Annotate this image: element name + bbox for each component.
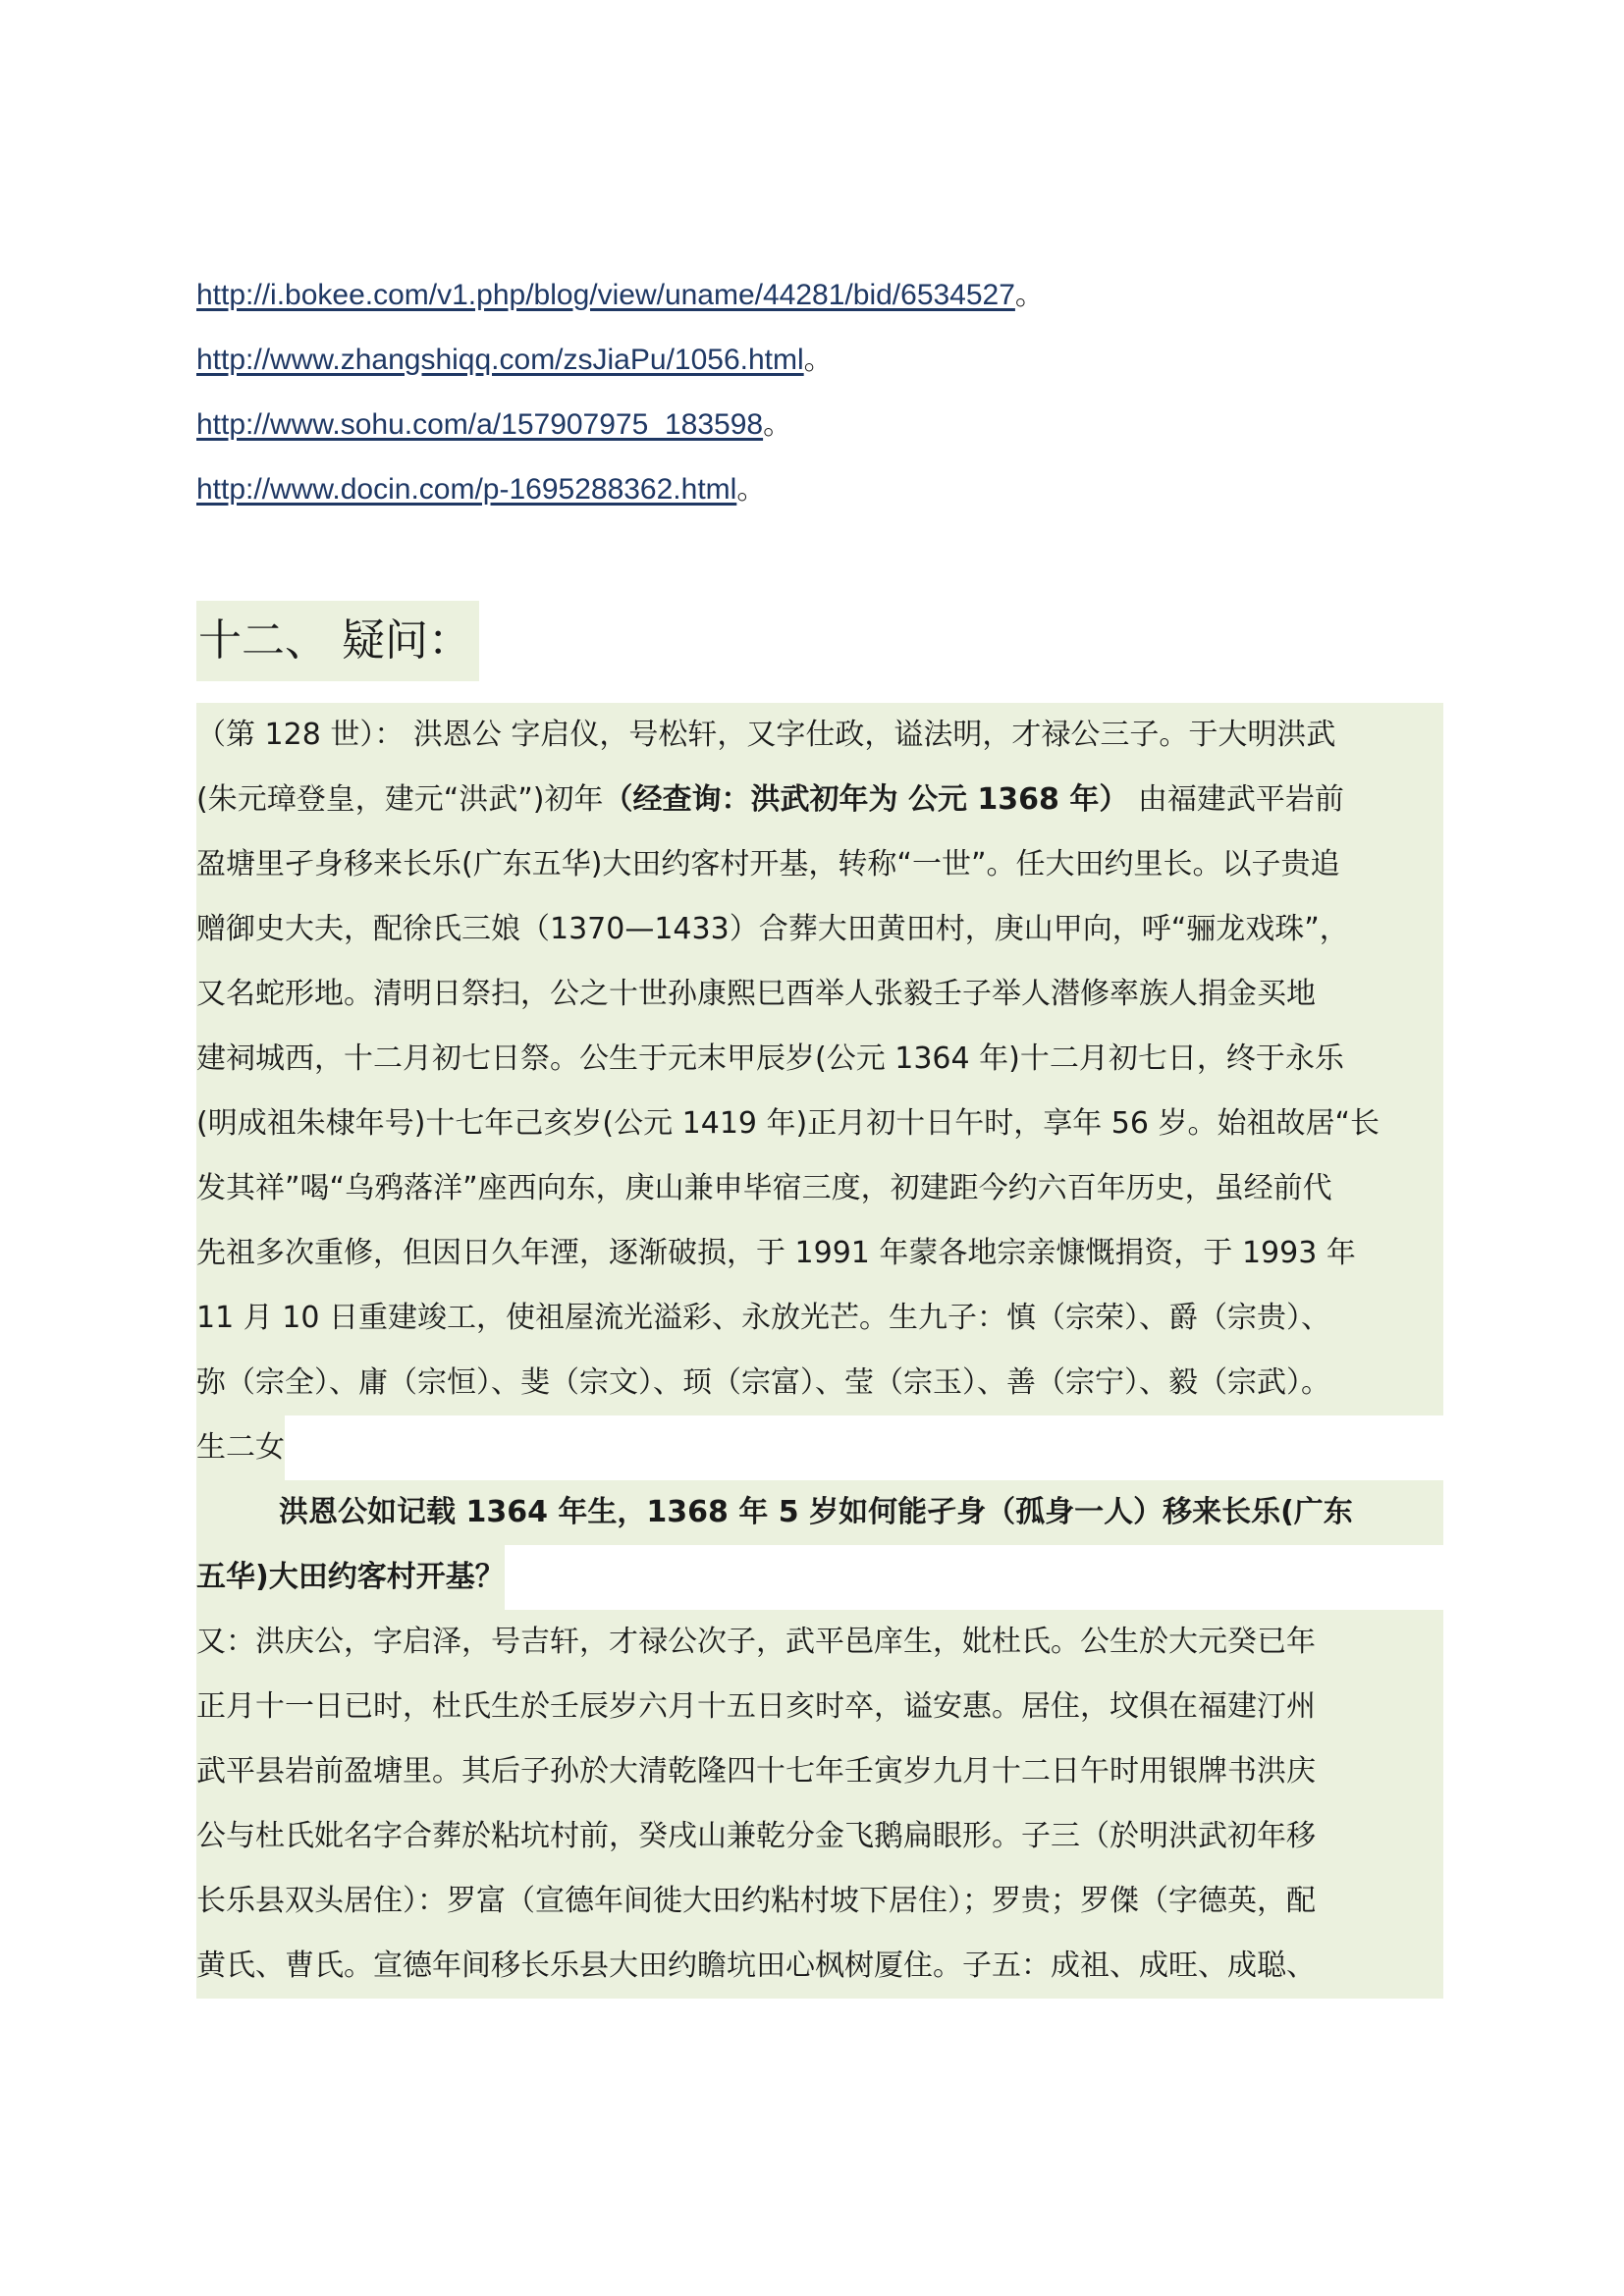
paragraph-line: 生二女 — [196, 1415, 285, 1480]
question-line: 五华)大田约客村开基？ — [196, 1545, 505, 1610]
paragraph-line: （第 128 世）： 洪恩公 字启仪，号松轩，又字仕政，谥法明，才禄公三子。于大明洪武 — [196, 703, 1443, 768]
link-punct: 。 — [1014, 279, 1045, 311]
reference-link-line — [196, 328, 1045, 393]
section-body — [196, 703, 1443, 1999]
paragraph-line: 又：洪庆公，字启泽，号吉轩，才禄公次子，武平邑庠生，妣杜氏。公生於大元癸已年 — [196, 1610, 1443, 1675]
paragraph-line: 11 月 10 日重建竣工，使祖屋流光溢彩、永放光芒。生九子：慎（宗荣）、爵（宗贵）、 — [196, 1286, 1443, 1351]
paragraph-line: 武平县岩前盈塘里。其后子孙於大清乾隆四十七年壬寅岁九月十二日午时用银牌书洪庆 — [196, 1739, 1443, 1804]
paragraph-line: 黄氏、曹氏。宣德年间移长乐县大田约瞻坑田心枫树厦住。子五：成祖、成旺、成聪、 — [196, 1934, 1443, 1999]
paragraph-line: 盈塘里孑身移来长乐(广东五华)大田约客村开基，转称“一世”。任大田约里长。以子贵追 — [196, 832, 1443, 897]
reference-link[interactable]: http://i.bokee.com/v1.php/blog/view/uname/44281/bid/6534527 — [196, 279, 1015, 311]
link-punct: 。 — [736, 473, 767, 506]
paragraph-line: 赠御史大夫，配徐氏三娘（1370—1433）合葬大田黄田村，庚山甲向，呼“骊龙戏珠”， — [196, 897, 1443, 962]
bold-note: （经查询：洪武初年为 公元 1368 年） — [603, 782, 1129, 817]
paragraph-line: 建祠城西，十二月初七日祭。公生于元末甲辰岁(公元 1364 年)十二月初七日，终于永乐 — [196, 1027, 1443, 1092]
reference-link-line — [196, 457, 1045, 522]
link-punct: 。 — [763, 408, 793, 441]
reference-link[interactable]: http://www.zhangshiqq.com/zsJiaPu/1056.html — [196, 344, 804, 376]
section-heading: 十二、 疑问： — [196, 601, 479, 681]
paragraph-text: 由福建武平岩前 — [1137, 782, 1344, 817]
paragraph-line: 正月十一日已时，杜氏生於壬辰岁六月十五日亥时卒，谥安惠。居住，坟俱在福建汀州 — [196, 1675, 1443, 1739]
paragraph-line — [196, 768, 1443, 832]
paragraph-line: 发其祥”喝“乌鸦落洋”座西向东，庚山兼申毕宿三度，初建距今约六百年历史，虽经前代 — [196, 1156, 1443, 1221]
paragraph-line: 弥（宗全）、庸（宗恒）、斐（宗文）、顼（宗富）、莹（宗玉）、善（宗宁）、毅（宗武）。 — [196, 1351, 1443, 1415]
reference-link[interactable]: http://www.docin.com/p-1695288362.html — [196, 473, 737, 506]
question-line: 洪恩公如记载 1364 年生，1368 年 5 岁如何能孑身（孤身一人）移来长乐(广东 — [196, 1480, 1443, 1545]
reference-link-line — [196, 263, 1045, 328]
paragraph-line: 又名蛇形地。清明日祭扫，公之十世孙康熙巳酉举人张毅壬子举人潜修率族人捐金买地 — [196, 962, 1443, 1027]
link-punct: 。 — [803, 344, 834, 376]
paragraph-line: 先祖多次重修，但因日久年湮，逐渐破损，于 1991 年蒙各地宗亲慷慨捐资，于 1993 年 — [196, 1221, 1443, 1286]
reference-link-line — [196, 393, 1045, 457]
reference-links — [196, 263, 1045, 522]
reference-link[interactable]: http://www.sohu.com/a/157907975_183598 — [196, 408, 764, 441]
paragraph-line: (明成祖朱棣年号)十七年己亥岁(公元 1419 年)正月初十日午时，享年 56 岁。始祖故居“长 — [196, 1092, 1443, 1156]
paragraph-line: 长乐县双头居住）：罗富（宣德年间徙大田约粘村坡下居住）；罗贵；罗傑（字德英，配 — [196, 1869, 1443, 1934]
paragraph-text: (朱元璋登皇，建元“洪武”)初年 — [196, 782, 604, 817]
paragraph-line: 公与杜氏妣名字合葬於粘坑村前，癸戌山兼乾分金飞鹅扁眼形。子三（於明洪武初年移 — [196, 1804, 1443, 1869]
